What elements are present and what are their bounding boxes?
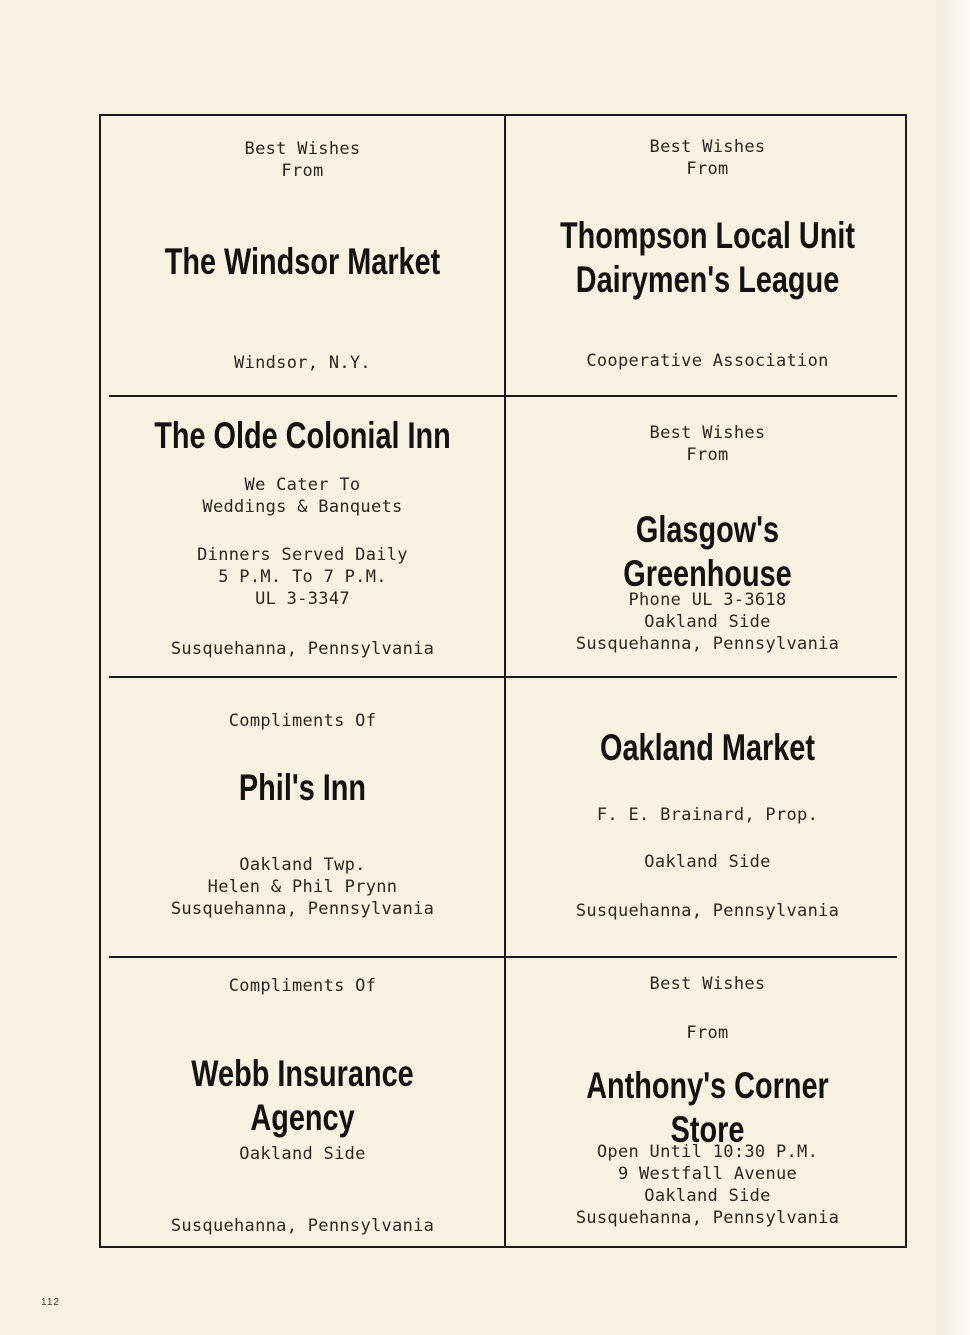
- ad-location: Windsor, N.Y.: [234, 353, 371, 373]
- ad-anthonys-corner-store: [506, 956, 909, 1248]
- ad-oakland-market: [506, 676, 909, 956]
- ad-location: Susquehanna, Pennsylvania: [170, 639, 435, 659]
- ad-area: Oakland Side: [239, 1144, 366, 1164]
- ad-header: Best Wishes From: [649, 423, 766, 465]
- ad-location: Susquehanna, Pennsylvania: [170, 1216, 435, 1236]
- ad-services: We Cater To Weddings & Banquets: [202, 475, 403, 517]
- ad-header: Compliments Of: [228, 711, 377, 731]
- ad-header: Best Wishes: [649, 974, 766, 994]
- ad-header: Best Wishes From: [244, 139, 361, 181]
- ad-owners-location: Oakland Twp. Helen & Phil Prynn Susquehanna, Pennsylvania: [170, 855, 435, 919]
- ad-hours-location: Open Until 10:30 P.M. 9 Westfall Avenue Oakland Side Susquehanna, Pennsylvania: [575, 1142, 840, 1228]
- ad-business-name: Webb Insurance Agency: [191, 1053, 414, 1138]
- ad-hours-phone: Dinners Served Daily 5 P.M. To 7 P.M. UL 3-3347: [197, 545, 408, 609]
- ad-area: Oakland Side: [644, 852, 771, 872]
- ad-business-name: Oakland Market: [600, 727, 815, 768]
- ad-webb-insurance-agency: [101, 956, 504, 1248]
- ad-header: Best Wishes From: [649, 137, 766, 179]
- ad-business-name: The Olde Colonial Inn: [154, 415, 451, 456]
- page-edge-shade: [936, 0, 970, 1335]
- ad-contact-location: Phone UL 3-3618 Oakland Side Susquehanna, Pennsylvania: [575, 590, 840, 654]
- ad-header-from: From: [686, 1023, 729, 1043]
- ad-business-name: Anthony's Corner Store: [586, 1065, 829, 1150]
- ad-business-name: Thompson Local Unit Dairymen's League: [559, 215, 855, 300]
- ad-grid: [99, 114, 907, 1248]
- ad-tagline: Cooperative Association: [586, 351, 829, 371]
- ad-phils-inn: [101, 676, 504, 956]
- ad-thompson-dairymens-league: [506, 116, 909, 396]
- ad-business-name: Phil's Inn: [238, 767, 367, 808]
- ad-header: Compliments Of: [228, 976, 377, 996]
- ad-olde-colonial-inn: [101, 396, 504, 676]
- ad-glasgows-greenhouse: [506, 396, 909, 676]
- page-number: 112: [41, 1297, 60, 1308]
- ad-proprietor: F. E. Brainard, Prop.: [596, 805, 819, 825]
- ad-windsor-market: [101, 116, 504, 396]
- ad-location: Susquehanna, Pennsylvania: [575, 901, 840, 921]
- ad-business-name: The Windsor Market: [164, 241, 441, 282]
- ad-business-name: Glasgow's Greenhouse: [623, 509, 792, 594]
